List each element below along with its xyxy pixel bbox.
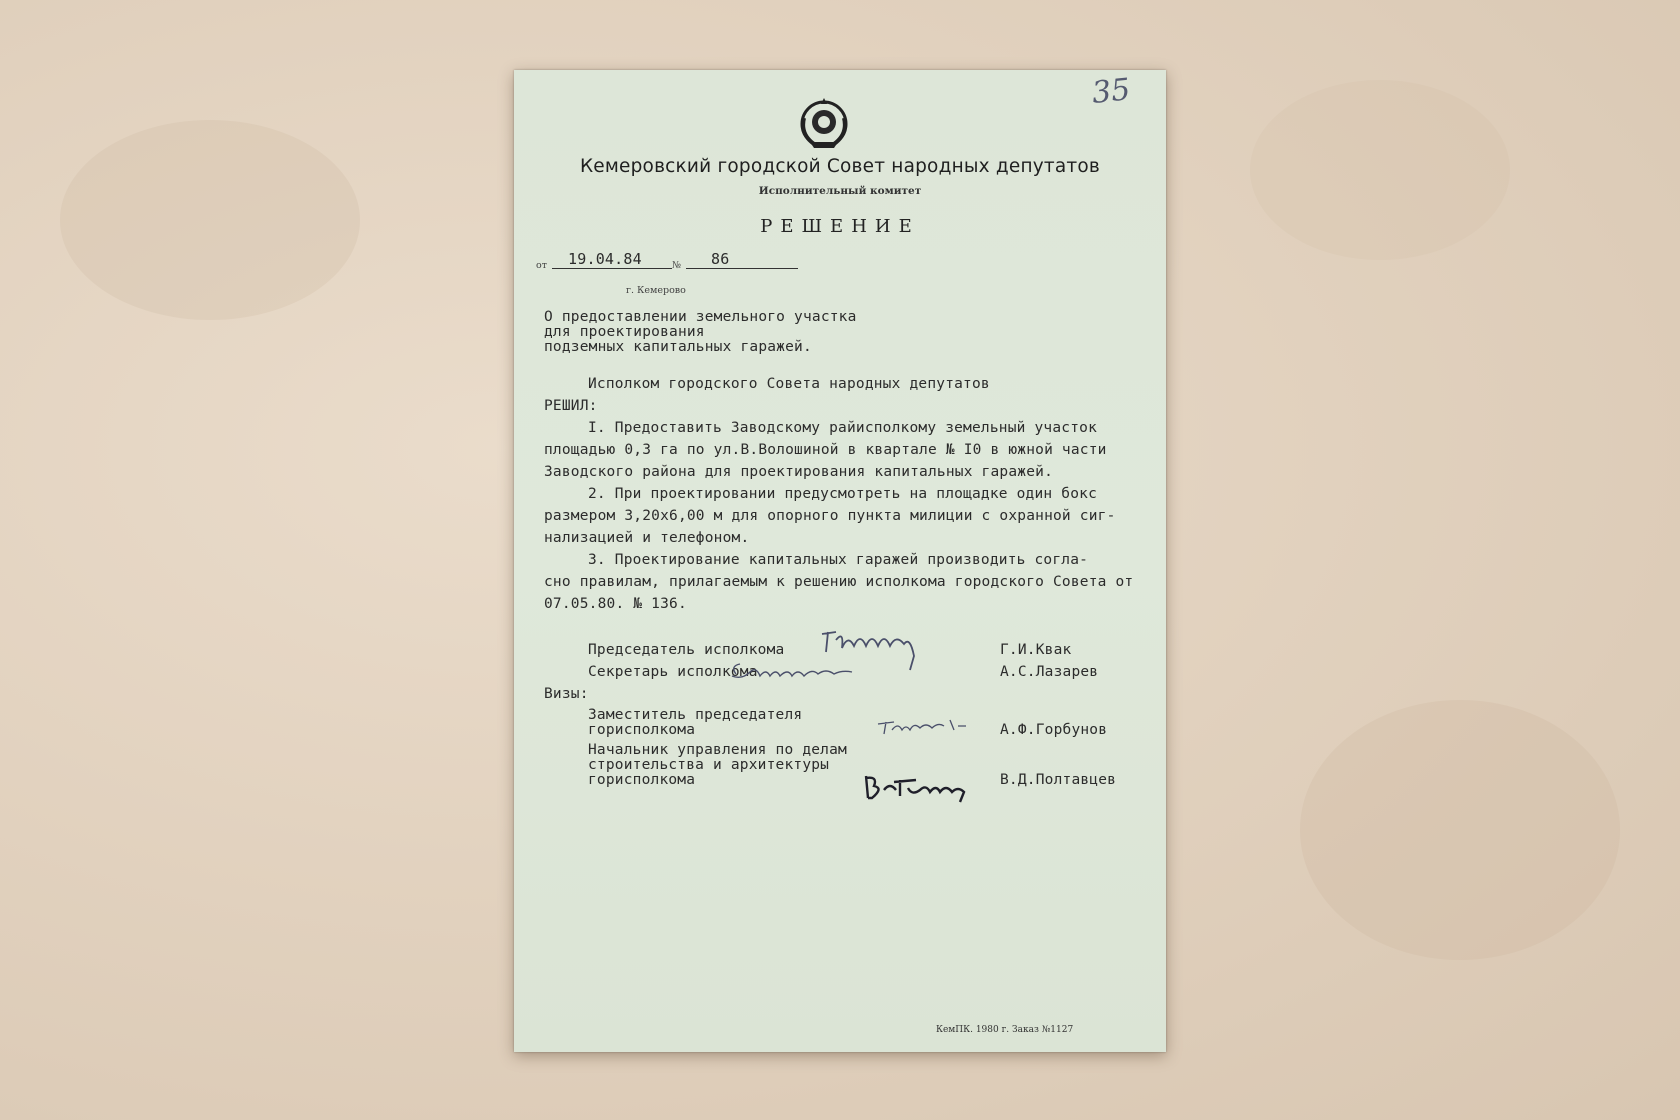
document-date: 19.04.84	[568, 250, 642, 268]
council-name: Кемеровский городской Совет народных депутатов	[579, 156, 1101, 177]
signatory-name: А.С.Лазарев	[1000, 664, 1099, 680]
body-line: площадью 0,3 га по ул.В.Волошиной в квартале № I0 в южной части	[544, 442, 1107, 458]
visa-signature	[860, 770, 980, 806]
body-line: 07.05.80. № 136.	[544, 596, 687, 612]
body-line: I. Предоставить Заводскому райисполкому земельный участок	[588, 420, 1097, 436]
background-stain	[1300, 700, 1620, 960]
date-prefix: от	[536, 260, 547, 271]
document-sheet	[514, 70, 1166, 1052]
body-line: размером 3,20х6,00 м для опорного пункта милиции с охранной сиг-	[544, 508, 1116, 524]
signatory-name: Г.И.Квак	[1000, 642, 1072, 658]
print-footer: КемПК. 1980 г. Заказ №1127	[936, 1025, 1074, 1035]
date-underline	[552, 268, 672, 269]
document-number: 86	[711, 250, 730, 268]
background-stain	[60, 120, 360, 320]
body-line: сно правилам, прилагаемым к решению исполкома городского Совета от	[544, 574, 1134, 590]
visas-label: Визы:	[544, 686, 589, 702]
body-line: нализацией и телефоном.	[544, 530, 750, 546]
visa-position-line: горисполкома	[588, 722, 696, 738]
coat-of-arms-icon	[794, 94, 854, 152]
body-line: 2. При проектировании предусмотреть на площадке один бокс	[588, 486, 1097, 502]
visa-name: А.Ф.Горбунов	[1000, 722, 1108, 738]
archive-number: 35	[1090, 72, 1132, 111]
subject-line: для проектирования	[544, 324, 705, 340]
body-line: 3. Проектирование капитальных гаражей производить согла-	[588, 552, 1089, 568]
intro-text: Исполком городского Совета народных депутатов	[588, 376, 990, 392]
visa-position	[588, 743, 847, 788]
visa-position	[588, 708, 802, 738]
committee-name: Исполнительный комитет	[758, 185, 922, 197]
subject-line: подземных капитальных гаражей.	[544, 339, 812, 355]
visa-signature	[874, 710, 974, 740]
visa-position-line: Начальник управления по делам	[588, 742, 847, 758]
visa-position-line: горисполкома	[588, 772, 696, 788]
subject-block	[544, 310, 857, 355]
number-prefix: №	[672, 260, 681, 271]
background-stain	[1250, 80, 1510, 260]
secretary-signature	[726, 658, 876, 688]
visa-position-line: строительства и архитектуры	[588, 757, 830, 773]
subject-line: О предоставлении земельного участка	[544, 309, 857, 325]
body-line: Заводского района для проектирования капитальных гаражей.	[544, 464, 1053, 480]
city-name: г. Кемерово	[626, 285, 686, 296]
visa-position-line: Заместитель председателя	[588, 707, 803, 723]
signatory-position: Секретарь исполкома	[588, 664, 758, 680]
decided-label: РЕШИЛ:	[544, 398, 598, 414]
signatory-position: Председатель исполкома	[588, 642, 785, 658]
number-underline	[686, 268, 798, 269]
document-title: РЕШЕНИЕ	[760, 216, 920, 237]
visa-name: В.Д.Полтавцев	[1000, 772, 1117, 788]
